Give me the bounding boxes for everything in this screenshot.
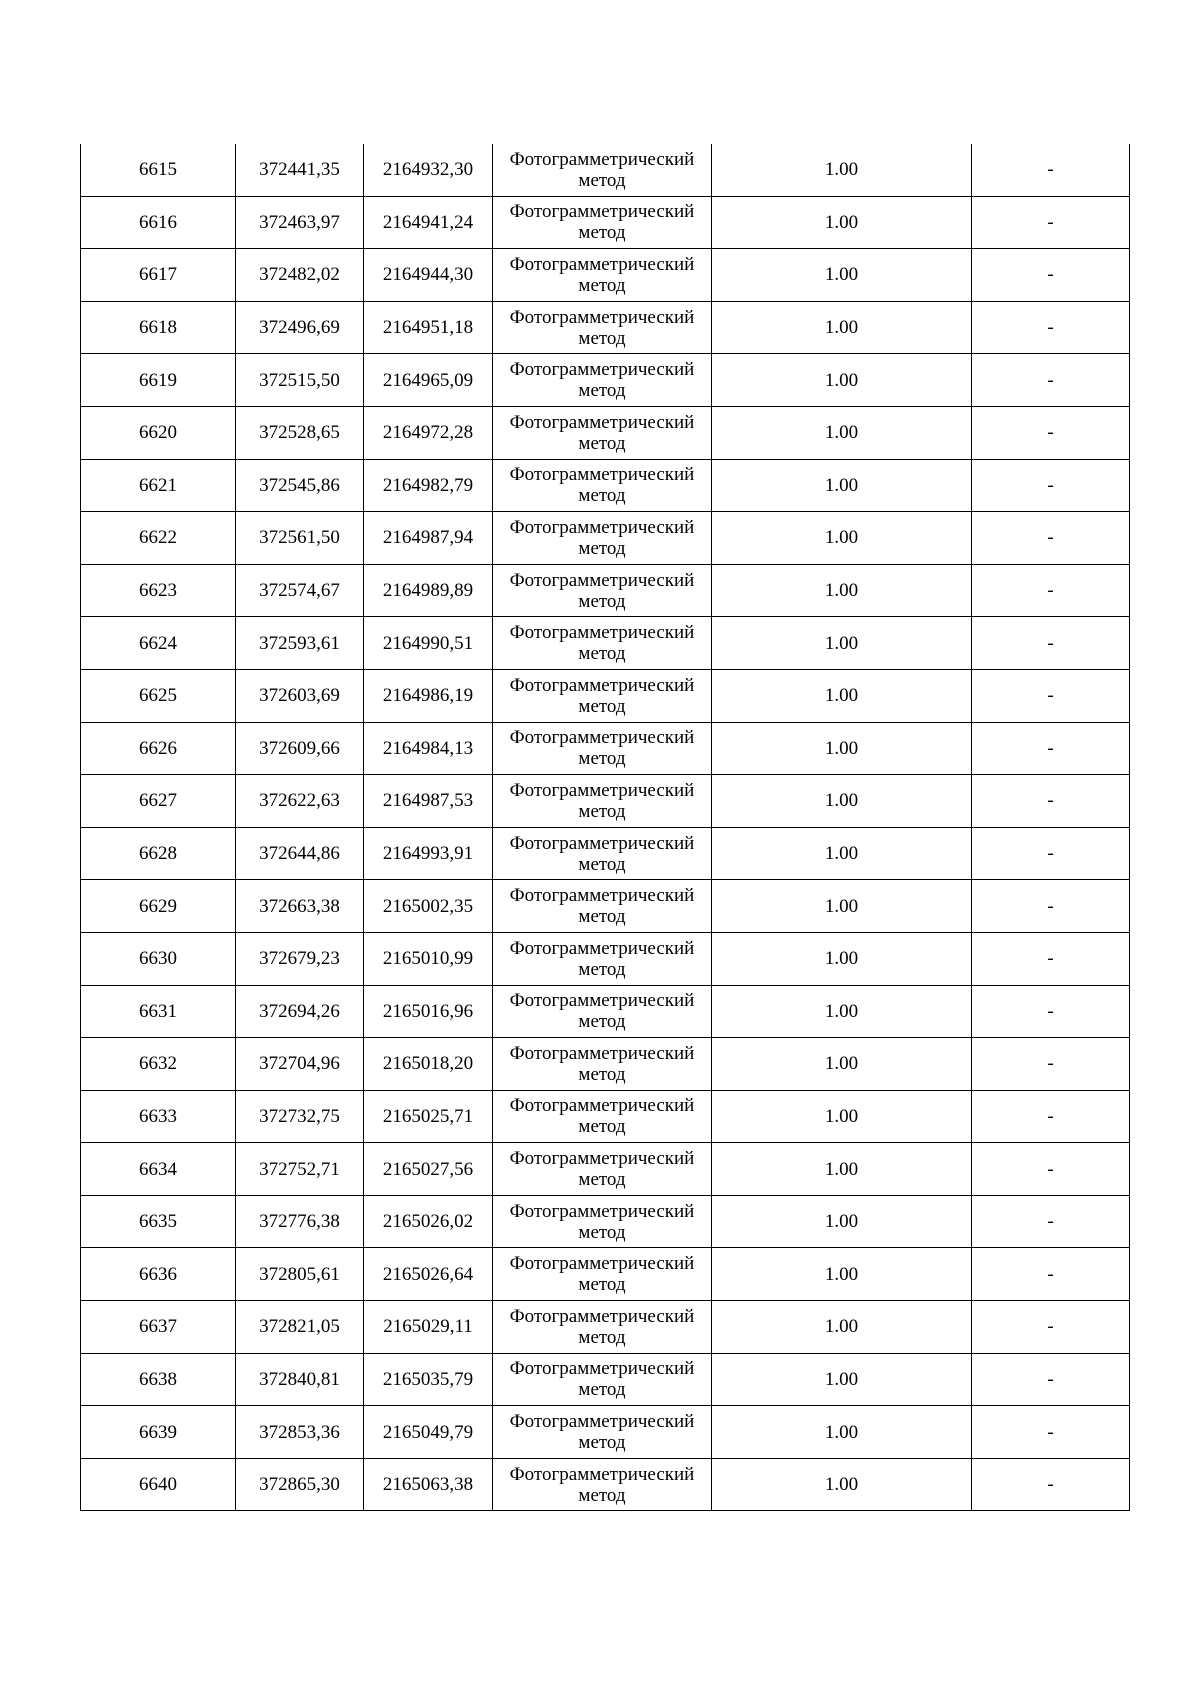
- point-number-cell: 6623: [81, 564, 236, 617]
- method-label-line1: Фотограмметрический: [509, 516, 695, 538]
- method-label-line2: метод: [578, 222, 626, 244]
- description-cell: -: [972, 827, 1130, 880]
- method-cell: [493, 1406, 712, 1459]
- method-label-line1: Фотограмметрический: [509, 622, 695, 644]
- accuracy-cell: 1.00: [712, 827, 972, 880]
- method-label-line2: метод: [578, 1221, 626, 1243]
- x-coordinate-cell: 372496,69: [236, 301, 364, 354]
- y-coordinate-cell: 2164989,89: [364, 564, 493, 617]
- method-label-line1: Фотограмметрический: [509, 885, 695, 907]
- method-label-line1: Фотограмметрический: [509, 1253, 695, 1275]
- x-coordinate-cell: 372805,61: [236, 1248, 364, 1301]
- description-cell: -: [972, 1195, 1130, 1248]
- x-coordinate-cell: 372679,23: [236, 932, 364, 985]
- table-row: [81, 669, 1130, 722]
- y-coordinate-cell: 2165018,20: [364, 1038, 493, 1091]
- method-label-line1: Фотограмметрический: [509, 1411, 695, 1433]
- table-row: [81, 1195, 1130, 1248]
- point-number-cell: 6630: [81, 932, 236, 985]
- x-coordinate-cell: 372853,36: [236, 1406, 364, 1459]
- method-label-line1: Фотограмметрический: [509, 779, 695, 801]
- table-row: [81, 827, 1130, 880]
- table-row: [81, 301, 1130, 354]
- method-cell: [493, 775, 712, 828]
- method-cell: [493, 1301, 712, 1354]
- description-cell: -: [972, 1458, 1130, 1511]
- table-row: [81, 617, 1130, 670]
- y-coordinate-cell: 2165025,71: [364, 1090, 493, 1143]
- table-row: [81, 1038, 1130, 1091]
- method-label-line2: метод: [578, 1484, 626, 1506]
- accuracy-cell: 1.00: [712, 932, 972, 985]
- point-number-cell: 6621: [81, 459, 236, 512]
- method-label-line2: метод: [578, 958, 626, 980]
- table-row: [81, 1248, 1130, 1301]
- y-coordinate-cell: 2164982,79: [364, 459, 493, 512]
- x-coordinate-cell: 372663,38: [236, 880, 364, 933]
- method-cell: [493, 1195, 712, 1248]
- accuracy-cell: 1.00: [712, 669, 972, 722]
- y-coordinate-cell: 2164965,09: [364, 354, 493, 407]
- x-coordinate-cell: 372821,05: [236, 1301, 364, 1354]
- method-label-line2: метод: [578, 906, 626, 928]
- method-label-line1: Фотограмметрический: [509, 1042, 695, 1064]
- description-cell: -: [972, 1038, 1130, 1091]
- y-coordinate-cell: 2165002,35: [364, 880, 493, 933]
- x-coordinate-cell: 372840,81: [236, 1353, 364, 1406]
- table-row: [81, 880, 1130, 933]
- method-label-line2: метод: [578, 1326, 626, 1348]
- table-row: [81, 1353, 1130, 1406]
- point-number-cell: 6635: [81, 1195, 236, 1248]
- method-label-line2: метод: [578, 643, 626, 665]
- description-cell: -: [972, 249, 1130, 302]
- x-coordinate-cell: 372865,30: [236, 1458, 364, 1511]
- description-cell: -: [972, 1353, 1130, 1406]
- method-cell: [493, 1458, 712, 1511]
- method-cell: [493, 249, 712, 302]
- method-label-line1: Фотограмметрический: [509, 937, 695, 959]
- method-label-line2: метод: [578, 1432, 626, 1454]
- point-number-cell: 6632: [81, 1038, 236, 1091]
- method-cell: [493, 196, 712, 249]
- method-label-line1: Фотограмметрический: [509, 1148, 695, 1170]
- x-coordinate-cell: 372561,50: [236, 512, 364, 565]
- method-label-line2: метод: [578, 748, 626, 770]
- point-number-cell: 6640: [81, 1458, 236, 1511]
- point-number-cell: 6638: [81, 1353, 236, 1406]
- point-number-cell: 6616: [81, 196, 236, 249]
- accuracy-cell: 1.00: [712, 880, 972, 933]
- method-label-line2: метод: [578, 590, 626, 612]
- description-cell: -: [972, 1248, 1130, 1301]
- point-number-cell: 6634: [81, 1143, 236, 1196]
- description-cell: -: [972, 617, 1130, 670]
- method-cell: [493, 827, 712, 880]
- accuracy-cell: 1.00: [712, 1406, 972, 1459]
- accuracy-cell: 1.00: [712, 1458, 972, 1511]
- y-coordinate-cell: 2165027,56: [364, 1143, 493, 1196]
- x-coordinate-cell: 372545,86: [236, 459, 364, 512]
- point-number-cell: 6625: [81, 669, 236, 722]
- method-label-line1: Фотограмметрический: [509, 464, 695, 486]
- point-number-cell: 6619: [81, 354, 236, 407]
- description-cell: -: [972, 301, 1130, 354]
- accuracy-cell: 1.00: [712, 354, 972, 407]
- y-coordinate-cell: 2165029,11: [364, 1301, 493, 1354]
- method-label-line1: Фотограмметрический: [509, 1305, 695, 1327]
- method-label-line2: метод: [578, 1169, 626, 1191]
- y-coordinate-cell: 2164993,91: [364, 827, 493, 880]
- accuracy-cell: 1.00: [712, 564, 972, 617]
- point-number-cell: 6618: [81, 301, 236, 354]
- table-row: [81, 775, 1130, 828]
- table-row: [81, 1406, 1130, 1459]
- accuracy-cell: 1.00: [712, 1038, 972, 1091]
- description-cell: -: [972, 406, 1130, 459]
- accuracy-cell: 1.00: [712, 301, 972, 354]
- method-cell: [493, 880, 712, 933]
- point-number-cell: 6628: [81, 827, 236, 880]
- x-coordinate-cell: 372704,96: [236, 1038, 364, 1091]
- point-number-cell: 6626: [81, 722, 236, 775]
- description-cell: -: [972, 1143, 1130, 1196]
- method-cell: [493, 1090, 712, 1143]
- accuracy-cell: 1.00: [712, 196, 972, 249]
- method-label-line1: Фотограмметрический: [509, 148, 695, 170]
- method-label-line1: Фотограмметрический: [509, 1358, 695, 1380]
- method-label-line2: метод: [578, 1011, 626, 1033]
- x-coordinate-cell: 372776,38: [236, 1195, 364, 1248]
- table-row: [81, 1301, 1130, 1354]
- description-cell: -: [972, 144, 1130, 196]
- table-row: [81, 249, 1130, 302]
- accuracy-cell: 1.00: [712, 1143, 972, 1196]
- method-cell: [493, 354, 712, 407]
- method-label-line2: метод: [578, 1116, 626, 1138]
- method-cell: [493, 564, 712, 617]
- method-label-line2: метод: [578, 853, 626, 875]
- x-coordinate-cell: 372441,35: [236, 144, 364, 196]
- x-coordinate-cell: 372622,63: [236, 775, 364, 828]
- method-cell: [493, 1248, 712, 1301]
- y-coordinate-cell: 2164944,30: [364, 249, 493, 302]
- method-label-line2: метод: [578, 1379, 626, 1401]
- point-number-cell: 6615: [81, 144, 236, 196]
- method-label-line1: Фотограмметрический: [509, 569, 695, 591]
- method-label-line2: метод: [578, 1274, 626, 1296]
- accuracy-cell: 1.00: [712, 459, 972, 512]
- accuracy-cell: 1.00: [712, 1353, 972, 1406]
- method-cell: [493, 1143, 712, 1196]
- method-cell: [493, 512, 712, 565]
- method-cell: [493, 617, 712, 670]
- x-coordinate-cell: 372528,65: [236, 406, 364, 459]
- table-row: [81, 932, 1130, 985]
- y-coordinate-cell: 2164951,18: [364, 301, 493, 354]
- y-coordinate-cell: 2164990,51: [364, 617, 493, 670]
- x-coordinate-cell: 372593,61: [236, 617, 364, 670]
- method-label-line1: Фотограмметрический: [509, 253, 695, 275]
- description-cell: -: [972, 512, 1130, 565]
- table-row: [81, 354, 1130, 407]
- y-coordinate-cell: 2165026,02: [364, 1195, 493, 1248]
- method-label-line2: метод: [578, 274, 626, 296]
- method-label-line1: Фотограмметрический: [509, 306, 695, 328]
- point-number-cell: 6624: [81, 617, 236, 670]
- point-number-cell: 6637: [81, 1301, 236, 1354]
- method-cell: [493, 144, 712, 196]
- y-coordinate-cell: 2165010,99: [364, 932, 493, 985]
- method-cell: [493, 932, 712, 985]
- method-label-line2: метод: [578, 432, 626, 454]
- method-label-line1: Фотограмметрический: [509, 990, 695, 1012]
- method-label-line1: Фотограмметрический: [509, 832, 695, 854]
- point-number-cell: 6633: [81, 1090, 236, 1143]
- description-cell: -: [972, 1301, 1130, 1354]
- method-cell: [493, 301, 712, 354]
- method-label-line2: метод: [578, 1063, 626, 1085]
- method-label-line1: Фотограмметрический: [509, 1463, 695, 1485]
- method-cell: [493, 1038, 712, 1091]
- point-number-cell: 6617: [81, 249, 236, 302]
- point-number-cell: 6631: [81, 985, 236, 1038]
- accuracy-cell: 1.00: [712, 406, 972, 459]
- point-number-cell: 6639: [81, 1406, 236, 1459]
- accuracy-cell: 1.00: [712, 144, 972, 196]
- description-cell: -: [972, 932, 1130, 985]
- method-label-line2: метод: [578, 485, 626, 507]
- method-label-line2: метод: [578, 380, 626, 402]
- description-cell: -: [972, 775, 1130, 828]
- y-coordinate-cell: 2164932,30: [364, 144, 493, 196]
- coordinates-table-body: [81, 144, 1130, 1511]
- description-cell: -: [972, 459, 1130, 512]
- accuracy-cell: 1.00: [712, 1248, 972, 1301]
- description-cell: -: [972, 1090, 1130, 1143]
- accuracy-cell: 1.00: [712, 249, 972, 302]
- y-coordinate-cell: 2164987,94: [364, 512, 493, 565]
- point-number-cell: 6636: [81, 1248, 236, 1301]
- point-number-cell: 6620: [81, 406, 236, 459]
- description-cell: -: [972, 722, 1130, 775]
- table-row: [81, 722, 1130, 775]
- description-cell: -: [972, 1406, 1130, 1459]
- method-label-line2: метод: [578, 800, 626, 822]
- description-cell: -: [972, 354, 1130, 407]
- accuracy-cell: 1.00: [712, 775, 972, 828]
- point-number-cell: 6629: [81, 880, 236, 933]
- table-row: [81, 1143, 1130, 1196]
- y-coordinate-cell: 2165049,79: [364, 1406, 493, 1459]
- method-label-line2: метод: [578, 327, 626, 349]
- y-coordinate-cell: 2164987,53: [364, 775, 493, 828]
- table-row: [81, 196, 1130, 249]
- table-row: [81, 1090, 1130, 1143]
- accuracy-cell: 1.00: [712, 1090, 972, 1143]
- x-coordinate-cell: 372609,66: [236, 722, 364, 775]
- y-coordinate-cell: 2165063,38: [364, 1458, 493, 1511]
- table-row: [81, 985, 1130, 1038]
- table-row: [81, 459, 1130, 512]
- table-row: [81, 1458, 1130, 1511]
- x-coordinate-cell: 372603,69: [236, 669, 364, 722]
- x-coordinate-cell: 372463,97: [236, 196, 364, 249]
- x-coordinate-cell: 372752,71: [236, 1143, 364, 1196]
- accuracy-cell: 1.00: [712, 617, 972, 670]
- accuracy-cell: 1.00: [712, 722, 972, 775]
- description-cell: -: [972, 669, 1130, 722]
- y-coordinate-cell: 2165035,79: [364, 1353, 493, 1406]
- method-label-line2: метод: [578, 169, 626, 191]
- method-label-line2: метод: [578, 695, 626, 717]
- method-label-line1: Фотограмметрический: [509, 674, 695, 696]
- x-coordinate-cell: 372644,86: [236, 827, 364, 880]
- y-coordinate-cell: 2165016,96: [364, 985, 493, 1038]
- method-label-line2: метод: [578, 537, 626, 559]
- method-cell: [493, 669, 712, 722]
- table-row: [81, 406, 1130, 459]
- description-cell: -: [972, 564, 1130, 617]
- method-cell: [493, 459, 712, 512]
- method-label-line1: Фотограмметрический: [509, 411, 695, 433]
- method-cell: [493, 985, 712, 1038]
- y-coordinate-cell: 2164941,24: [364, 196, 493, 249]
- accuracy-cell: 1.00: [712, 512, 972, 565]
- accuracy-cell: 1.00: [712, 1195, 972, 1248]
- description-cell: -: [972, 985, 1130, 1038]
- x-coordinate-cell: 372574,67: [236, 564, 364, 617]
- point-number-cell: 6627: [81, 775, 236, 828]
- accuracy-cell: 1.00: [712, 1301, 972, 1354]
- y-coordinate-cell: 2164972,28: [364, 406, 493, 459]
- method-cell: [493, 406, 712, 459]
- table-row: [81, 144, 1130, 196]
- y-coordinate-cell: 2165026,64: [364, 1248, 493, 1301]
- description-cell: -: [972, 880, 1130, 933]
- method-label-line1: Фотограмметрический: [509, 727, 695, 749]
- y-coordinate-cell: 2164986,19: [364, 669, 493, 722]
- method-label-line1: Фотограмметрический: [509, 1095, 695, 1117]
- x-coordinate-cell: 372694,26: [236, 985, 364, 1038]
- point-number-cell: 6622: [81, 512, 236, 565]
- x-coordinate-cell: 372732,75: [236, 1090, 364, 1143]
- table-row: [81, 564, 1130, 617]
- x-coordinate-cell: 372515,50: [236, 354, 364, 407]
- table-row: [81, 512, 1130, 565]
- method-label-line1: Фотограмметрический: [509, 1200, 695, 1222]
- accuracy-cell: 1.00: [712, 985, 972, 1038]
- method-label-line1: Фотограмметрический: [509, 359, 695, 381]
- method-label-line1: Фотограмметрический: [509, 201, 695, 223]
- y-coordinate-cell: 2164984,13: [364, 722, 493, 775]
- coordinates-table: [80, 144, 1130, 1511]
- description-cell: -: [972, 196, 1130, 249]
- method-cell: [493, 722, 712, 775]
- x-coordinate-cell: 372482,02: [236, 249, 364, 302]
- method-cell: [493, 1353, 712, 1406]
